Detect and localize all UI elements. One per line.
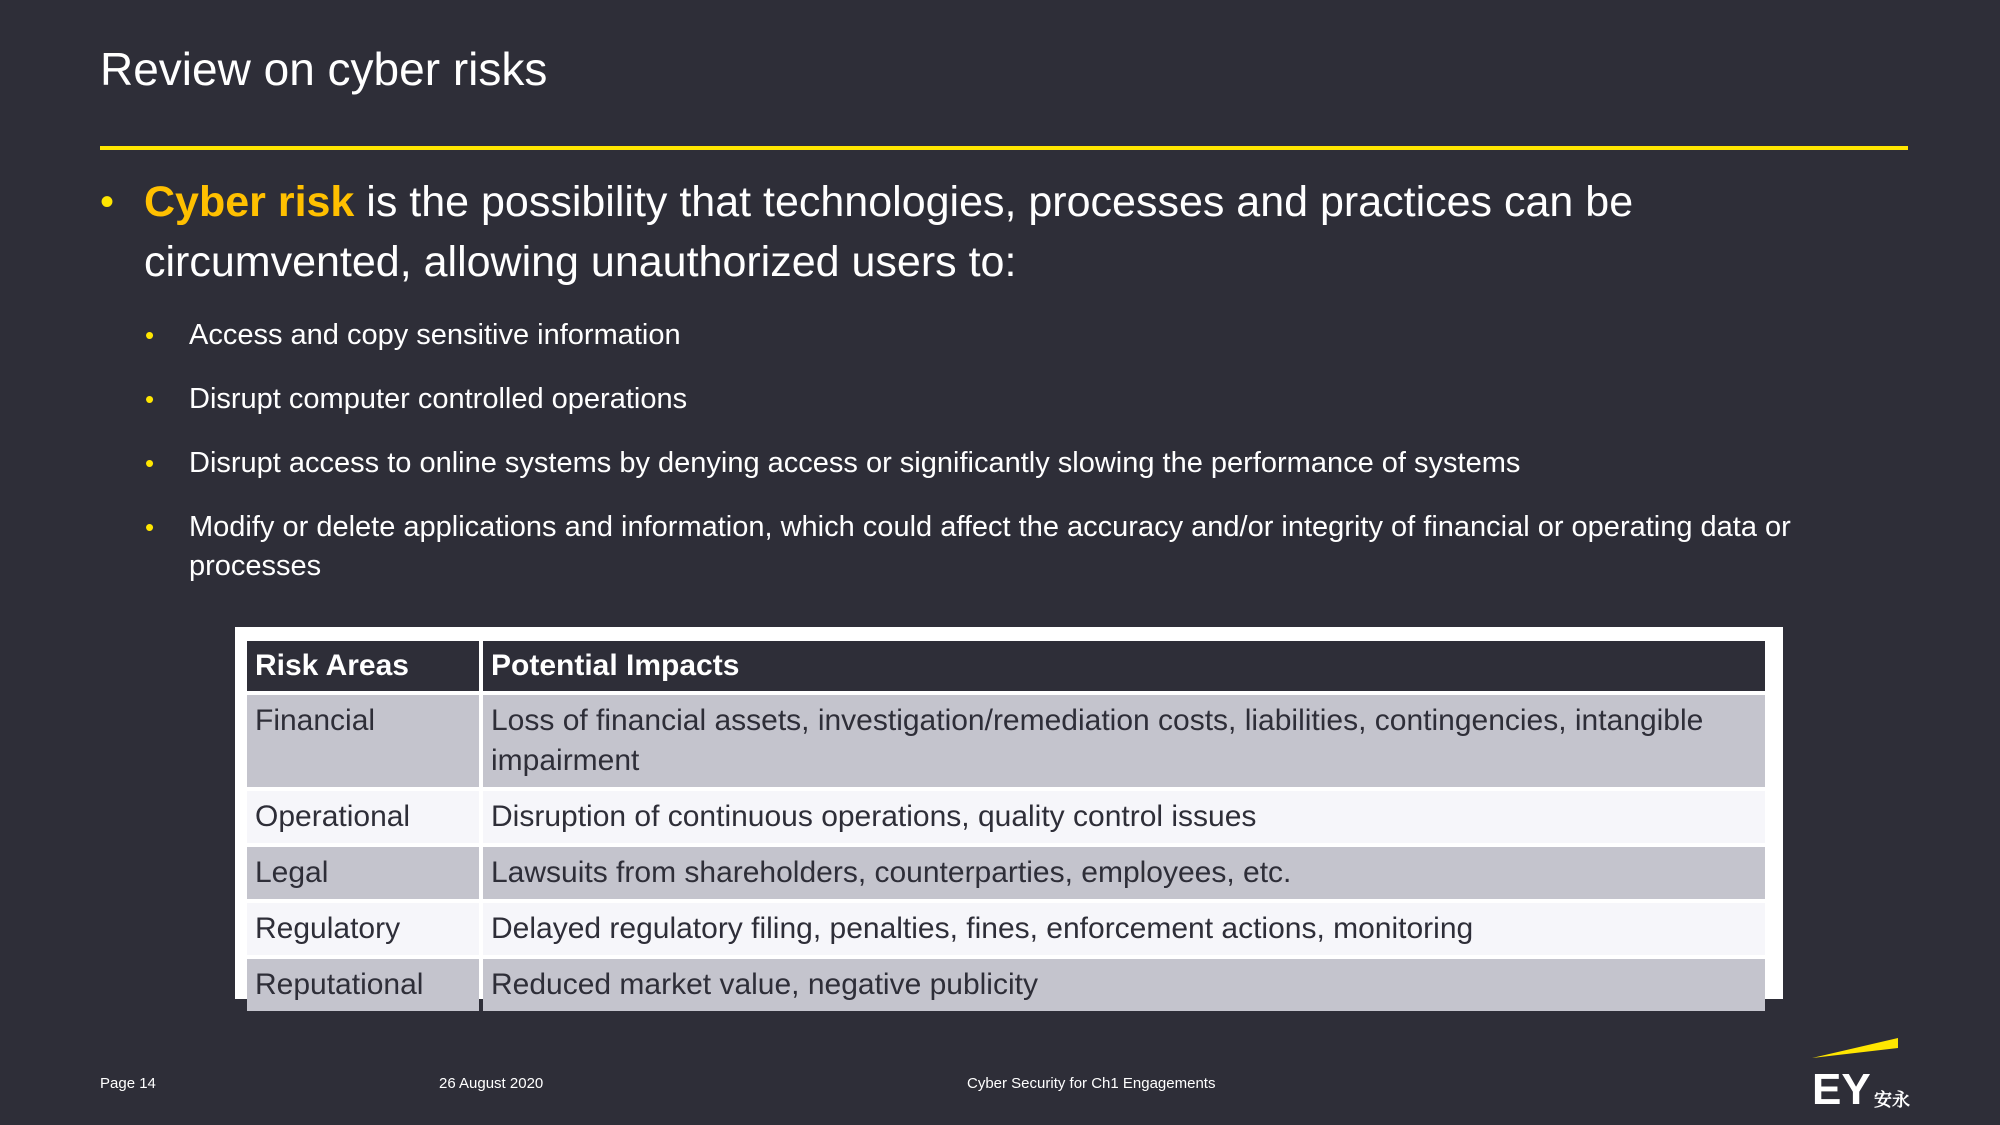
risk-area-cell: Reputational [247,959,479,1011]
sub-bullet-list [145,316,1920,611]
risk-area-cell: Financial [247,695,479,787]
risk-area-cell: Legal [247,847,479,899]
slide-title: Review on cyber risks [100,43,548,95]
main-bullet-text [144,172,1860,292]
cyber-risk-highlight: Cyber risk [144,178,355,226]
sub-bullet-text: Modify or delete applications and information, which could affect the accuracy and/or integrity of financial or operating data or processes [189,511,1791,582]
table-row [247,903,1765,955]
impact-cell: Delayed regulatory filing, penalties, fines, enforcement actions, monitoring [483,903,1765,955]
footer-date: 26 August 2020 [439,1075,544,1092]
main-bullet [100,172,1860,292]
header-risk-areas: Risk Areas [247,641,479,691]
ey-logo-icon [1810,1036,1922,1110]
risk-area-cell: Operational [247,791,479,843]
table-row [247,695,1765,787]
impact-cell: Lawsuits from shareholders, counterparties, employees, etc. [483,847,1765,899]
main-bullet-body: is the possibility that technologies, processes and practices can be circumvented, allowing unauthorized users to: [144,178,1634,286]
sub-bullet [145,316,1920,355]
impact-cell: Loss of financial assets, investigation/remediation costs, liabilities, contingencies, intangible impairment [483,695,1765,787]
table-header-row [247,641,1765,691]
sub-bullet [145,380,1920,419]
svg-text:安永: 安永 [1874,1090,1910,1110]
bullet-dot-icon: • [145,448,155,478]
footer-document-title: Cyber Security for Ch1 Engagements [967,1075,1216,1092]
bullet-dot-icon: • [145,512,155,542]
header-potential-impacts: Potential Impacts [483,641,1765,691]
svg-text:EY: EY [1812,1065,1871,1110]
impact-cell: Reduced market value, negative publicity [483,959,1765,1011]
bullet-dot-icon: • [145,320,155,350]
risk-table-frame [235,627,1783,999]
sub-bullet-text: Disrupt computer controlled operations [189,383,688,415]
title-divider [100,146,1908,150]
table-row [247,847,1765,899]
table-row [247,959,1765,1011]
sub-bullet-text: Access and copy sensitive information [189,319,681,351]
sub-bullet [145,508,1920,586]
sub-bullet [145,444,1920,483]
table-row [247,791,1765,843]
sub-bullet-text: Disrupt access to online systems by denying access or significantly slowing the performance of systems [189,447,1521,479]
bullet-dot-icon: • [145,384,155,414]
risk-area-cell: Regulatory [247,903,479,955]
impact-cell: Disruption of continuous operations, quality control issues [483,791,1765,843]
bullet-dot-icon: • [100,180,115,224]
footer-page-number: Page 14 [100,1075,156,1092]
risk-table [243,637,1769,1015]
